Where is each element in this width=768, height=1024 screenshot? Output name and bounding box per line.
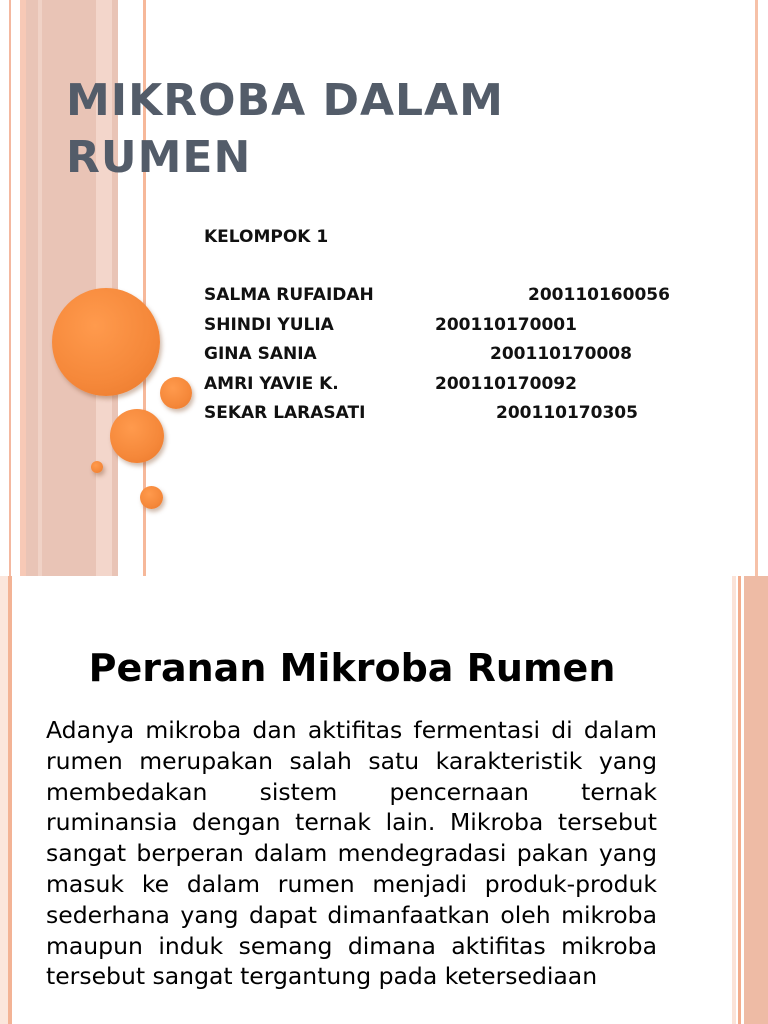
content-slide: [0, 576, 768, 1024]
member-row: [204, 315, 724, 345]
member-name: GINA SANIA: [204, 344, 317, 364]
decorative-circle-medium: [110, 409, 164, 463]
decorative-stripe: [9, 0, 11, 576]
decorative-circle-tiny: [91, 461, 103, 473]
member-nim: 200110160056: [528, 285, 670, 305]
member-row: [204, 344, 724, 374]
slide-body-text: Adanya mikroba dan aktifitas fermentasi di dalam rumen merupakan salah satu karakteristik yang membedakan sistem pencernaan ternak ruminansia dengan ternak lain. Mikroba tersebut sangat berperan dalam mendegradasi pakan yang masuk ke dalam rumen menjadi produk-produk sederhana yang dapat dimanfaatkan oleh mikroba maupun induk semang dimana aktifitas mikroba tersebut sangat tergantung pada ketersediaan: [46, 716, 657, 991]
member-nim: 200110170008: [490, 344, 632, 364]
slide-heading: Peranan Mikroba Rumen: [88, 646, 616, 690]
member-row: [204, 285, 724, 315]
member-nim: 200110170001: [435, 314, 577, 335]
decorative-circle-small: [140, 486, 163, 509]
member-list: [204, 285, 724, 433]
member-name: SEKAR LARASATI: [204, 403, 366, 423]
member-row: [204, 374, 724, 404]
member-name: SHINDI YULIA: [204, 314, 334, 335]
member-nim: 200110170305: [496, 403, 638, 423]
member-nim: 200110170092: [435, 373, 577, 394]
decorative-stripe: [8, 576, 12, 1024]
slide-title: MIKROBA DALAM RUMEN: [66, 75, 504, 183]
member-row: [204, 403, 724, 433]
decorative-stripe: [738, 576, 741, 1024]
decorative-circle-large: [52, 288, 160, 396]
decorative-stripe: [744, 576, 768, 1024]
decorative-circle-small: [160, 377, 192, 409]
decorative-stripe: [0, 576, 8, 1024]
decorative-stripe: [732, 576, 736, 1024]
group-label: KELOMPOK 1: [204, 227, 329, 247]
member-name: SALMA RUFAIDAH: [204, 285, 374, 305]
member-name: AMRI YAVIE K.: [204, 373, 339, 394]
decorative-stripe: [38, 0, 42, 576]
decorative-stripe: [755, 0, 758, 576]
